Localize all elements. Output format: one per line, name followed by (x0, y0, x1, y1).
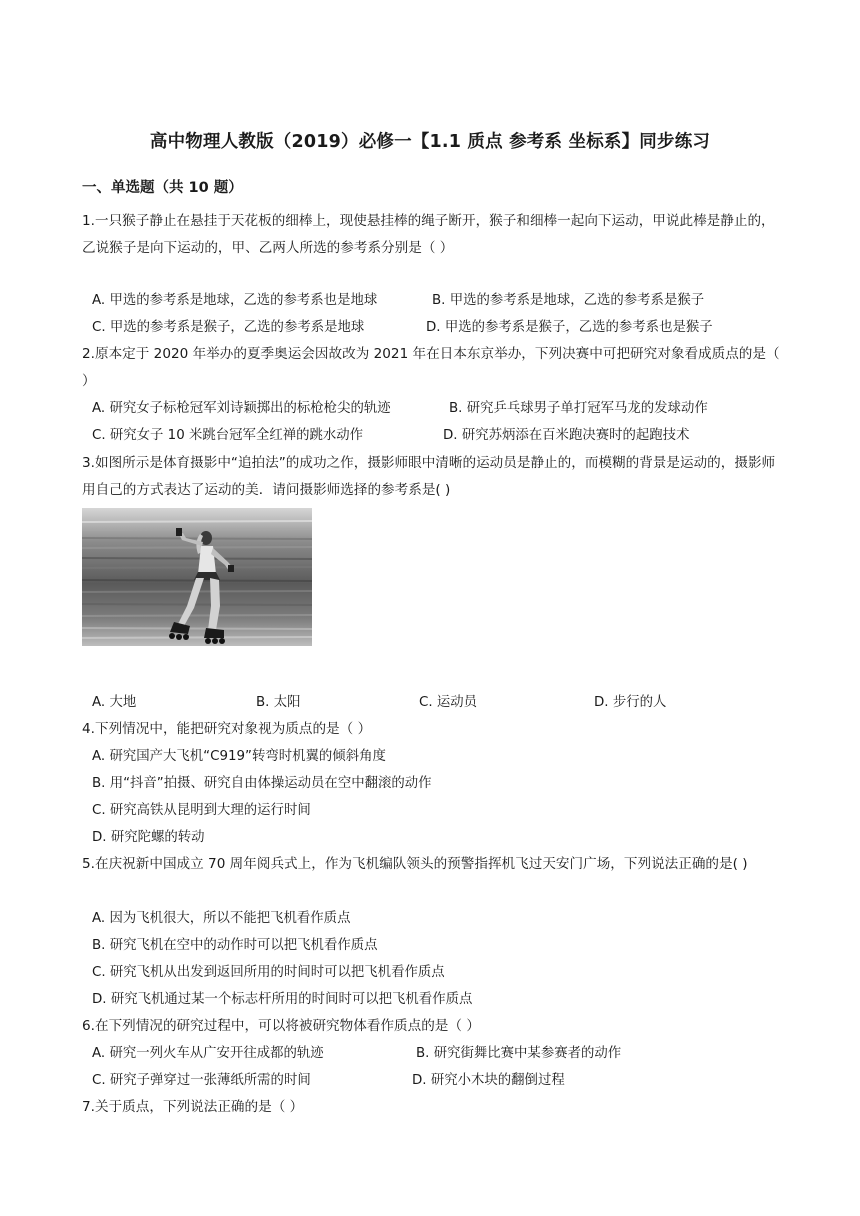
question-4-stem: 4.下列情况中，能把研究对象视为质点的是（ ） (82, 721, 372, 737)
question-5-option-d: D. 研究飞机通过某一个标志杆所用的时间时可以把飞机看作质点 (92, 992, 473, 1007)
document-title: 高中物理人教版（2019）必修一【1.1 质点 参考系 坐标系】同步练习 (149, 132, 711, 152)
question-2-option-d: D. 研究苏炳添在百米跑决赛时的起跑技术 (443, 428, 690, 443)
skater-photo (82, 508, 312, 646)
question-3-option-a: A. 大地 (92, 695, 137, 710)
question-1-stem: 1.一只猴子静止在悬挂于天花板的细棒上，现使悬挂棒的绳子断开，猴子和细棒一起向下运动，甲说此棒是静止的，乙说猴子是向下运动的，甲、乙两人所选的参考系分别是（ ） (82, 213, 775, 256)
question-4-option-b: B. 用“抖音”拍摄、研究自由体操运动员在空中翻滚的动作 (92, 776, 432, 791)
question-4-option-d: D. 研究陀螺的转动 (92, 830, 205, 845)
question-5-option-a: A. 因为飞机很大，所以不能把飞机看作质点 (92, 911, 351, 926)
question-7-stem: 7.关于质点，下列说法正确的是（ ） (82, 1099, 304, 1115)
question-3-option-d: D. 步行的人 (594, 695, 667, 710)
question-2-option-c: C. 研究女子 10 米跳台冠军全红禅的跳水动作 (92, 428, 364, 443)
question-3-option-c: C. 运动员 (419, 695, 478, 710)
question-1-option-b: B. 甲选的参考系是地球，乙选的参考系是猴子 (432, 293, 705, 308)
question-5-option-c: C. 研究飞机从出发到返回所用的时间时可以把飞机看作质点 (92, 965, 445, 980)
question-6-stem: 6.在下列情况的研究过程中，可以将被研究物体看作质点的是（ ） (82, 1018, 480, 1034)
question-4-option-c: C. 研究高铁从昆明到大理的运行时间 (92, 803, 311, 818)
question-3-option-b: B. 太阳 (256, 695, 301, 710)
question-1-option-c: C. 甲选的参考系是猴子，乙选的参考系是地球 (92, 320, 365, 335)
question-6-option-c: C. 研究子弹穿过一张薄纸所需的时间 (92, 1073, 311, 1088)
question-6-option-a: A. 研究一列火车从广安开往成都的轨迹 (92, 1046, 324, 1061)
question-4-option-a: A. 研究国产大飞机“C919”转弯时机翼的倾斜角度 (92, 749, 386, 764)
question-2-stem: 2.原本定于 2020 年举办的夏季奥运会因故改为 2021 年在日本东京举办，下列决赛中可把研究对象看成质点的是（ ） (82, 346, 780, 389)
question-1-option-a: A. 甲选的参考系是地球，乙选的参考系也是地球 (92, 293, 378, 308)
question-6-option-d: D. 研究小木块的翻倒过程 (412, 1073, 565, 1088)
question-2-option-a: A. 研究女子标枪冠军刘诗颖掷出的标枪枪尖的轨迹 (92, 401, 391, 416)
question-6-option-b: B. 研究街舞比赛中某参赛者的动作 (416, 1046, 622, 1061)
question-5-option-b: B. 研究飞机在空中的动作时可以把飞机看作质点 (92, 938, 378, 953)
question-2-option-b: B. 研究乒乓球男子单打冠军马龙的发球动作 (449, 401, 708, 416)
question-3-stem: 3.如图所示是体育摄影中“追拍法”的成功之作，摄影师眼中清晰的运动员是静止的，而模糊的背景是运动的，摄影师用自己的方式表达了运动的美．请问摄影师选择的参考系是( ) (82, 455, 776, 498)
question-5-stem: 5.在庆祝新中国成立 70 周年阅兵式上，作为飞机编队领头的预警指挥机飞过天安门广场，下列说法正确的是( ) (82, 856, 748, 872)
question-1-option-d: D. 甲选的参考系是猴子，乙选的参考系也是猴子 (426, 320, 713, 335)
section-heading: 一、单选题（共 10 题） (82, 180, 243, 196)
